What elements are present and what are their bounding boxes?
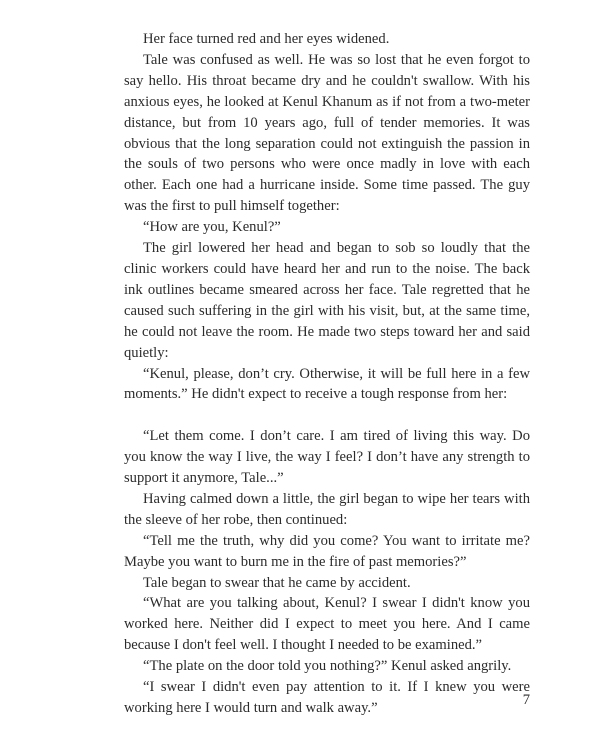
paragraph: Having calmed down a little, the girl began to wipe her tears with the sleeve of her robe, then continued: [124, 490, 530, 528]
paragraph: “The plate on the door told you nothing?” Kenul asked angrily. [143, 658, 512, 675]
page-number: 7 [522, 692, 530, 708]
paragraph: “How are you, Kenul?” [143, 219, 281, 236]
paragraph: “What are you talking about, Kenul? I swear I didn't know you worked here. Neither did I expect to meet you here. And I came because I don't feel well. I thought I needed to be examined.” [124, 595, 530, 654]
paragraph: “Kenul, please, don’t cry. Otherwise, it will be full here in a few moments.” He didn't expect to receive a tough response from her: [124, 365, 530, 403]
paragraph: Her face turned red and her eyes widened. [143, 31, 390, 47]
body-text [124, 29, 530, 719]
paragraph: The girl lowered her head and began to sob so loudly that the clinic workers could have heard her and run to the noise. The back ink outlines became smeared across her face. Tale regretted that he caused such suffering in the girl with his visit, but, at the same time, he could not leave the room. He made two steps toward her and said quietly: [124, 240, 530, 361]
paragraph: “I swear I didn't even pay attention to it. If I knew you were working here I would turn and walk away.” [124, 679, 530, 716]
paragraph: Tale began to swear that he came by accident. [143, 574, 411, 591]
paragraph: “Let them come. I don’t care. I am tired of living this way. Do you know the way I live, the way I feel? I don’t have any strength to support it anymore, Tale...” [124, 428, 530, 487]
paragraph: Tale was confused as well. He was so lost that he even forgot to say hello. His throat became dry and he couldn't swallow. With his anxious eyes, he looked at Kenul Khanum as if not from a two-meter distance, but from 10 years ago, full of tender memories. It was obvious that the long separation could not extinguish the passion in the souls of two persons who were once madly in love with each other. Each one had a hurricane inside. Some time passed. The guy was the first to pull himself together: [124, 51, 530, 215]
paragraph: “Tell me the truth, why did you come? You want to irritate me? Maybe you want to burn me in the fire of past memories?” [124, 532, 530, 570]
